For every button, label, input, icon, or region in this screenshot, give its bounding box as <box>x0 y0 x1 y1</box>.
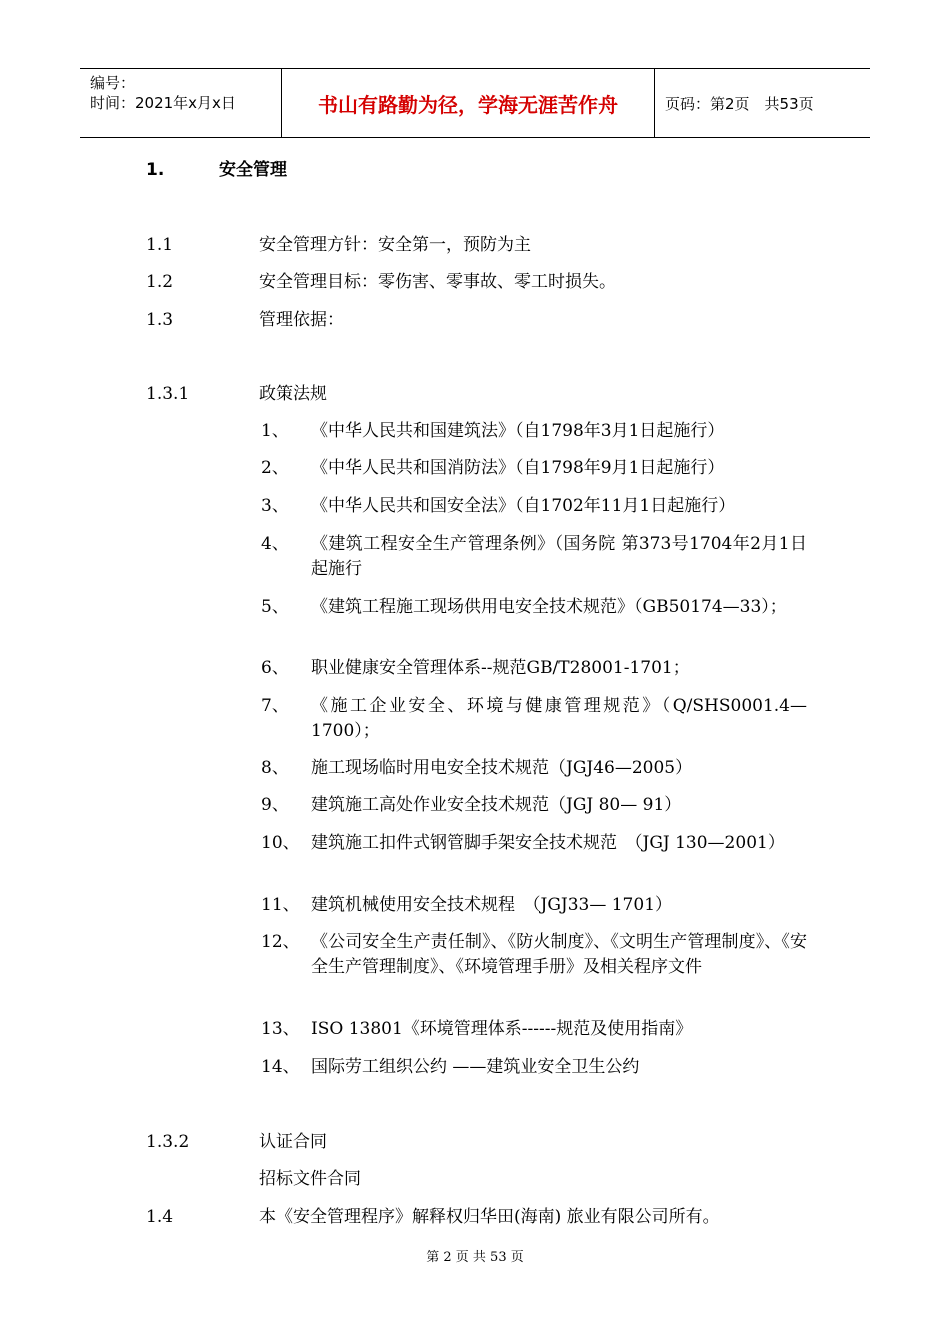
section-number: 1. <box>146 160 165 180</box>
clause-number: 1.4 <box>146 1207 174 1227</box>
document-date: 时间：2021年x月x日 <box>90 94 236 112</box>
header-motto: 书山有路勤为径，学海无涯苦作舟 <box>282 69 655 137</box>
list-item: ISO 13801《环境管理体系------规范及使用指南》 <box>311 1019 693 1039</box>
list-item: 施工现场临时用电安全技术规范（JGJ46—2005） <box>311 758 693 778</box>
list-item: 《中华人民共和国消防法》（自1798年9月1日起施行） <box>311 458 725 478</box>
list-item: 《中华人民共和国安全法》（自1702年11月1日起施行） <box>311 496 736 516</box>
clause-number: 1.2 <box>146 272 174 292</box>
list-item-number: 4、 <box>261 534 289 554</box>
header-left-cell <box>80 69 282 137</box>
subsection-extra: 招标文件合同 <box>259 1169 361 1189</box>
header-page-info: 页码：第2页 共53页 <box>665 94 814 113</box>
clause-number: 1.1 <box>146 235 174 255</box>
page-footer: 第 2 页 共 53 页 <box>426 1250 524 1265</box>
list-item-number: 7、 <box>261 696 289 716</box>
list-item: 建筑施工高处作业安全技术规范（JGJ 80— 91） <box>311 795 682 815</box>
list-item-number: 3、 <box>261 496 289 516</box>
list-item: 《公司安全生产责任制》、《防火制度》、《文明生产管理制度》、《安全生产管理制度》、《环境管理手册》及相关程序文件 <box>311 932 807 977</box>
list-item-number: 2、 <box>261 458 289 478</box>
list-item-number: 1、 <box>261 421 289 441</box>
list-item-number: 12、 <box>261 932 300 952</box>
clause-number: 1.3 <box>146 310 174 330</box>
clause-text: 安全管理方针：安全第一，预防为主 <box>259 235 531 255</box>
list-item-number: 14、 <box>261 1057 300 1077</box>
list-item: 国际劳工组织公约 ——建筑业安全卫生公约 <box>311 1057 640 1077</box>
list-item: 《建筑工程施工现场供用电安全技术规范》（GB50174—33）； <box>311 597 787 617</box>
list-item-number: 11、 <box>261 895 300 915</box>
list-item: 建筑施工扣件式钢管脚手架安全技术规范 （JGJ 130—2001） <box>311 833 785 853</box>
subsection-title: 政策法规 <box>259 384 327 404</box>
list-item-number: 5、 <box>261 597 289 617</box>
list-item: 建筑机械使用安全技术规程 （JGJ33— 1701） <box>311 895 673 915</box>
list-item-number: 6、 <box>261 658 289 678</box>
list-item-number: 8、 <box>261 758 289 778</box>
clause-text: 本《安全管理程序》解释权归华田(海南) 旅业有限公司所有。 <box>259 1207 720 1227</box>
list-item-number: 13、 <box>261 1019 300 1039</box>
list-item: 《施工企业安全、环境与健康管理规范》（Q/SHS0001.4—1700）； <box>311 696 807 741</box>
list-item: 职业健康安全管理体系--规范GB/T28001-1701； <box>311 658 690 678</box>
subsection-number: 1.3.2 <box>146 1132 190 1152</box>
document-number-label: 编号： <box>90 74 136 92</box>
subsection-number: 1.3.1 <box>146 384 190 404</box>
list-item: 《建筑工程安全生产管理条例》（国务院 第373号1704年2月1日起施行 <box>311 534 807 579</box>
clause-text: 安全管理目标：零伤害、零事故、零工时损失。 <box>259 272 616 292</box>
list-item-number: 9、 <box>261 795 289 815</box>
list-item-number: 10、 <box>261 833 300 853</box>
subsection-title: 认证合同 <box>259 1132 327 1152</box>
clause-text: 管理依据： <box>259 310 344 330</box>
page-header <box>80 68 870 138</box>
section-title: 安全管理 <box>219 160 287 180</box>
list-item: 《中华人民共和国建筑法》（自1798年3月1日起施行） <box>311 421 725 441</box>
